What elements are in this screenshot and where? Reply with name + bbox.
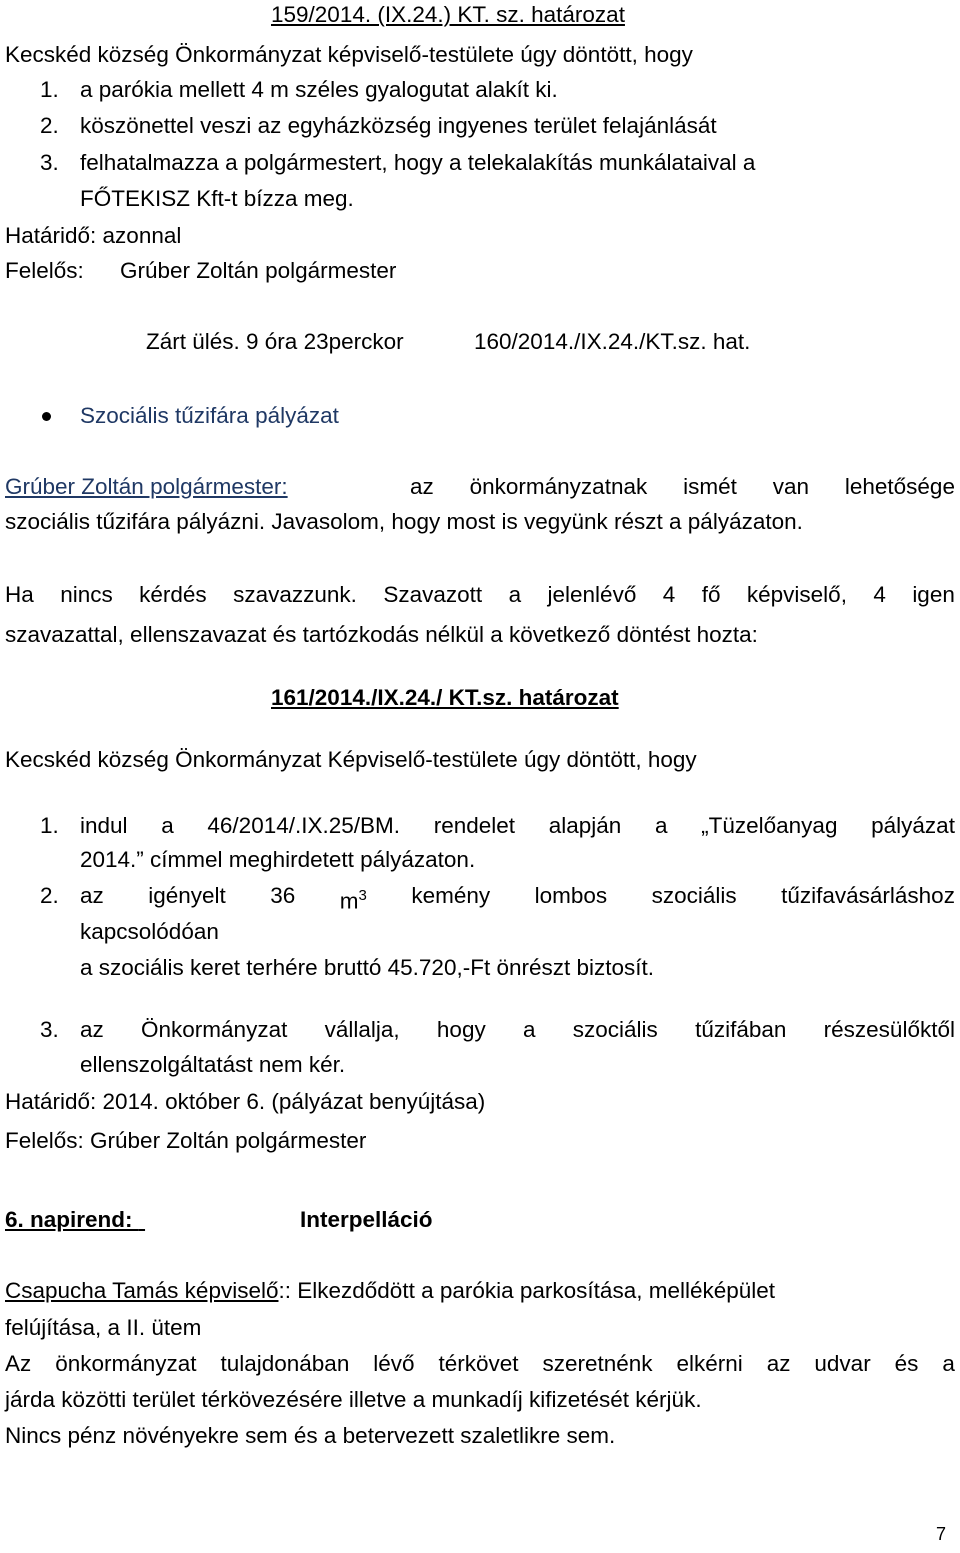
closed-session-ref: 160/2014./IX.24./KT.sz. hat.	[474, 329, 751, 354]
item-word: tűzifában	[695, 1017, 787, 1042]
page-number: 7	[936, 1524, 947, 1544]
item-word: szociális	[572, 1017, 658, 1042]
item-word: vállalja,	[324, 1017, 400, 1042]
resolution-159-item-1-num: 1.	[40, 77, 59, 102]
item-word: igényelt	[148, 883, 226, 908]
resolution-159-deadline: Határidő: azonnal	[5, 223, 182, 248]
agenda-number	[5, 1205, 145, 1235]
item-word: rendelet	[433, 813, 516, 838]
unit-m: m	[339, 888, 359, 914]
resolution-161-item-3	[80, 1015, 955, 1045]
item-word: hogy	[436, 1017, 486, 1042]
csapucha-word: szeretnénk	[542, 1351, 653, 1376]
vote-line-2: szavazattal, ellenszavazat és tartózkodás nélkül a következő döntést hozta:	[5, 622, 758, 647]
agenda-title: Interpelláció	[300, 1207, 433, 1232]
item-word: lombos	[534, 883, 608, 908]
vote-word: képviselő,	[746, 582, 847, 607]
speech-word: az	[410, 474, 434, 499]
resolution-159-responsible-name: Grúber Zoltán polgármester	[120, 258, 397, 283]
resolution-159-item-2-num: 2.	[40, 113, 59, 138]
speech-line-2: szociális tűzifára pályázni. Javasolom, hogy most is vegyünk részt a pályázaton.	[5, 509, 803, 534]
resolution-161-item-3-cont: ellenszolgáltatást nem kér.	[80, 1052, 346, 1077]
vote-word: 4	[662, 582, 676, 607]
speech-word: lehetősége	[844, 474, 955, 499]
csapucha-line-5: Nincs pénz növényekre sem és a betervezett szaletlikre sem.	[5, 1423, 616, 1448]
csapucha-word: elkérni	[676, 1351, 743, 1376]
resolution-159-item-3: felhatalmazza a polgármestert, hogy a telekalakítás munkálataival a	[80, 150, 756, 175]
speech-word: van	[772, 474, 809, 499]
item-word: az	[80, 883, 104, 908]
speech-word: önkormányzatnak	[469, 474, 648, 499]
csapucha-line-2: felújítása, a II. ütem	[5, 1315, 202, 1340]
speaker-name	[5, 472, 405, 502]
item-word: indul	[80, 813, 128, 838]
resolution-159-responsible-label: Felelős:	[5, 258, 84, 283]
item-word: szociális	[651, 883, 737, 908]
csapucha-word: tulajdonában	[220, 1351, 350, 1376]
resolution-159-item-1: a parókia mellett 4 m széles gyalogutat alakít ki.	[80, 77, 558, 102]
vote-word: jelenlévő	[547, 582, 637, 607]
resolution-161-item-2-cont-2: a szociális keret terhére bruttó 45.720,-Ft önrészt biztosít.	[80, 955, 655, 980]
vote-word: igen	[912, 582, 955, 607]
item-word: a	[522, 1017, 536, 1042]
item-word: 36	[270, 883, 296, 908]
item-word: „Tüzelőanyag	[701, 813, 838, 838]
csapucha-line-1	[5, 1276, 775, 1306]
csapucha-word: udvar	[814, 1351, 871, 1376]
csapucha-word: az	[766, 1351, 791, 1376]
item-word: részesülőktől	[823, 1017, 955, 1042]
csapucha-separator: ::	[278, 1278, 291, 1303]
item-word: pályázat	[871, 813, 955, 838]
vote-word: Ha	[5, 582, 34, 607]
resolution-159-item-2: köszönettel veszi az egyházközség ingyenes terület felajánlását	[80, 113, 717, 138]
resolution-161-item-3-num: 3.	[40, 1017, 59, 1042]
vote-word: kérdés	[139, 582, 207, 607]
vote-word: Szavazott	[383, 582, 483, 607]
resolution-161-heading: 161/2014./IX.24./ KT.sz. határozat	[271, 685, 619, 710]
bullet-icon	[42, 412, 51, 421]
csapucha-word: önkormányzat	[55, 1351, 197, 1376]
item-word: Önkormányzat	[141, 1017, 288, 1042]
csapucha-word: és	[894, 1351, 919, 1376]
resolution-161-item-2	[80, 881, 955, 917]
csapucha-word: a	[942, 1351, 955, 1376]
vote-word: nincs	[60, 582, 113, 607]
item-word: 46/2014/.IX.25/BM.	[207, 813, 401, 838]
csapucha-word: Az	[5, 1351, 32, 1376]
agenda-number-text: 6. napirend:	[5, 1207, 139, 1232]
resolution-159-heading: 159/2014. (IX.24.) KT. sz. határozat	[271, 2, 625, 27]
unit-superscript: 3	[358, 887, 367, 904]
csapucha-word: lévő	[373, 1351, 415, 1376]
resolution-161-deadline: Határidő: 2014. október 6. (pályázat benyújtása)	[5, 1089, 486, 1114]
csapucha-line-3	[5, 1349, 955, 1379]
resolution-159-item-3-num: 3.	[40, 150, 59, 175]
item-word: az	[80, 1017, 104, 1042]
item-word: a	[654, 813, 668, 838]
item-word: alapján	[548, 813, 622, 838]
resolution-161-item-1-cont: 2014.” címmel meghirdetett pályázaton.	[80, 847, 476, 872]
vote-word: 4	[873, 582, 886, 607]
unit-cubic-meter	[340, 881, 367, 917]
resolution-159-item-3-cont: FŐTEKISZ Kft-t bízza meg.	[80, 186, 354, 211]
csapucha-word: térkövet	[438, 1351, 519, 1376]
resolution-161-item-1	[80, 811, 955, 841]
vote-word: a	[508, 582, 522, 607]
csapucha-text: Elkezdődött a parókia parkosítása, melléképület	[291, 1278, 776, 1303]
item-word: kemény	[411, 883, 491, 908]
vote-word: fő	[701, 582, 721, 607]
item-word: a	[161, 813, 174, 838]
closed-session-time: Zárt ülés. 9 óra 23perckor	[146, 329, 404, 354]
speech-line-1-words	[410, 472, 955, 502]
item-word: tűzifavásárláshoz	[781, 883, 955, 908]
topic-heading: Szociális tűzifára pályázat	[80, 403, 339, 428]
speech-word: ismét	[683, 474, 737, 499]
csapucha-speaker: Csapucha Tamás képviselő	[5, 1278, 279, 1303]
resolution-161-item-2-num: 2.	[40, 883, 59, 908]
resolution-159-intro: Kecskéd község Önkormányzat képviselő-testülete úgy döntött, hogy	[5, 42, 693, 67]
resolution-161-intro: Kecskéd község Önkormányzat Képviselő-testülete úgy döntött, hogy	[5, 747, 697, 772]
vote-line-1	[5, 580, 955, 610]
resolution-161-responsible: Felelős: Grúber Zoltán polgármester	[5, 1128, 367, 1153]
resolution-161-item-1-num: 1.	[40, 813, 59, 838]
csapucha-line-4: járda közötti terület térkövezésére illetve a munkadíj kifizetését kérjük.	[5, 1387, 702, 1412]
resolution-161-item-2-cont-1: kapcsolódóan	[80, 919, 219, 944]
speaker-name-text: Grúber Zoltán polgármester:	[5, 474, 288, 499]
vote-word: szavazzunk.	[233, 582, 357, 607]
